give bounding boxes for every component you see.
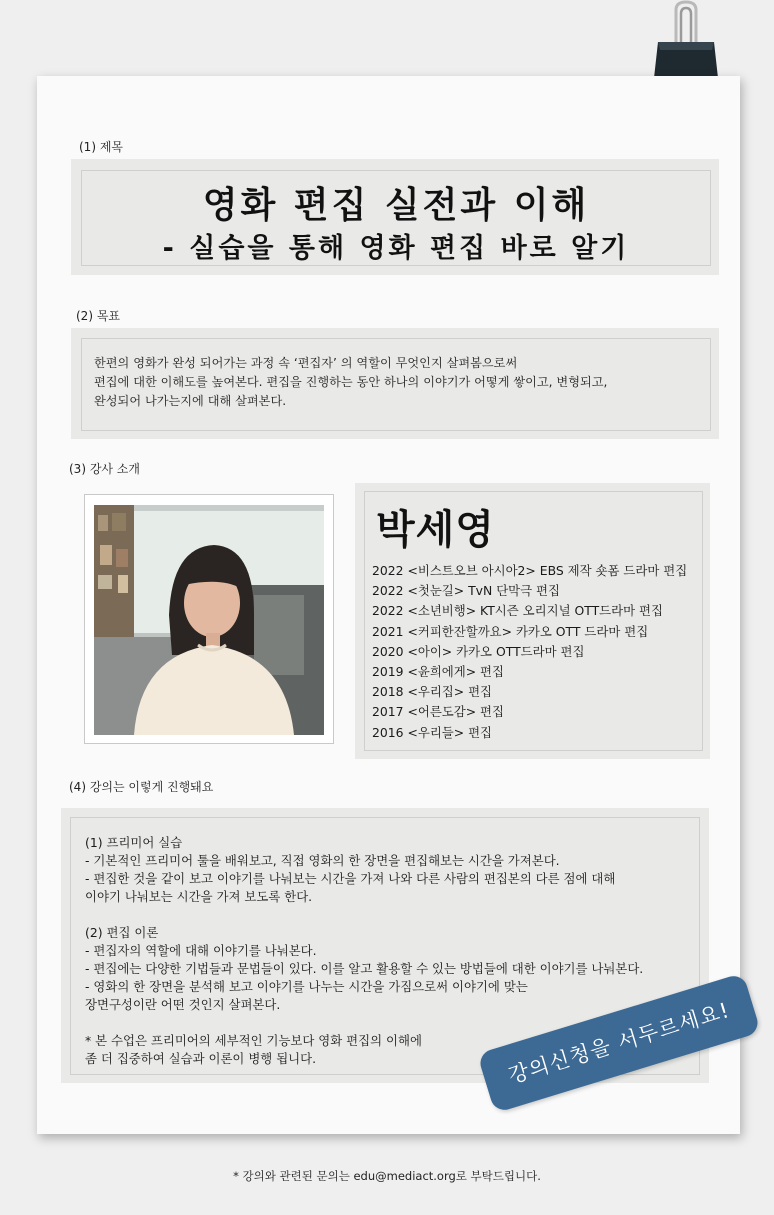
career-item: 2020 <아이> 카카오 OTT드라마 편집 (372, 643, 585, 659)
career-list (372, 561, 702, 743)
footer-contact: * 강의와 관련된 문의는 edu@mediact.org로 부탁드립니다. (233, 1169, 541, 1183)
apply-now-badge[interactable]: 강의신청을 서두르세요! (477, 973, 761, 1114)
goal-text (94, 354, 714, 411)
section-course-label: (4) 강의는 이렇게 진행돼요 (69, 780, 214, 794)
career-item: 2019 <윤희에게> 편집 (372, 664, 504, 680)
course-title: 영화 편집 실전과 이해 (202, 185, 590, 226)
theory-line: - 편집자의 역할에 대해 이야기를 나눠본다. (85, 943, 317, 958)
career-item: 2018 <우리집> 편집 (372, 684, 493, 700)
practice-line: - 편집한 것을 같이 보고 이야기를 나눠보는 시간을 가져 나와 다른 사람의 편집본의 다른 점에 대해 (85, 871, 616, 886)
career-item: 2016 <우리들> 편집 (372, 724, 493, 740)
theory-line: 장면구성이란 어떤 것인지 살펴본다. (85, 997, 281, 1012)
section-goal-label: (2) 목표 (76, 309, 120, 323)
goal-line: 한편의 영화가 완성 되어가는 과정 속 ‘편집자’ 의 역할이 무엇인지 살펴봄으로써 (94, 356, 518, 370)
section-title-label: (1) 제목 (79, 140, 123, 154)
career-item: 2022 <첫눈길> TvN 단막극 편집 (372, 583, 560, 599)
career-item: 2021 <커피한잔할까요> 카카오 OTT 드라마 편집 (372, 623, 649, 639)
goal-line: 완성되어 나가는지에 대해 살펴본다. (94, 394, 287, 408)
note-line: * 본 수업은 프리미어의 세부적인 기능보다 영화 편집의 이해에 (85, 1033, 422, 1048)
practice-line: - 기본적인 프리미어 툴을 배워보고, 직접 영화의 한 장면을 편집해보는 시간을 가져본다. (85, 853, 560, 868)
binder-clip-icon (648, 0, 724, 84)
career-item: 2022 <비스트오브 아시아2> EBS 제작 숏폼 드라마 편집 (372, 563, 688, 578)
course-subtitle: - 실습을 통해 영화 편집 바로 알기 (162, 233, 630, 264)
theory-line: - 영화의 한 장면을 분석해 보고 이야기를 나누는 시간을 가짐으로써 이야기에 맞는 (85, 979, 528, 994)
instructor-photo (94, 505, 324, 735)
note-line: 좀 더 집중하여 실습과 이론이 병행 됩니다. (85, 1051, 317, 1066)
instructor-name: 박세영 (376, 507, 495, 553)
career-item: 2017 <어른도감> 편집 (372, 704, 504, 720)
career-item: 2022 <소년비행> KT시즌 오리지널 OTT드라마 편집 (372, 603, 663, 619)
practice-title: (1) 프리미어 실습 (85, 835, 183, 850)
theory-title: (2) 편집 이론 (85, 925, 159, 940)
title-box-border (81, 170, 711, 266)
goal-line: 편집에 대한 이해도를 높여본다. 편집을 진행하는 동안 하나의 이야기가 어떻게 쌓이고, 변형되고, (94, 375, 608, 389)
section-instructor-label: (3) 강사 소개 (69, 462, 140, 476)
theory-line: - 편집에는 다양한 기법들과 문법들이 있다. 이를 알고 활용할 수 있는 방법들에 대한 이야기를 나눠본다. (85, 961, 644, 976)
practice-line: 이야기 나눠보는 시간을 가져 보도록 한다. (85, 889, 313, 904)
